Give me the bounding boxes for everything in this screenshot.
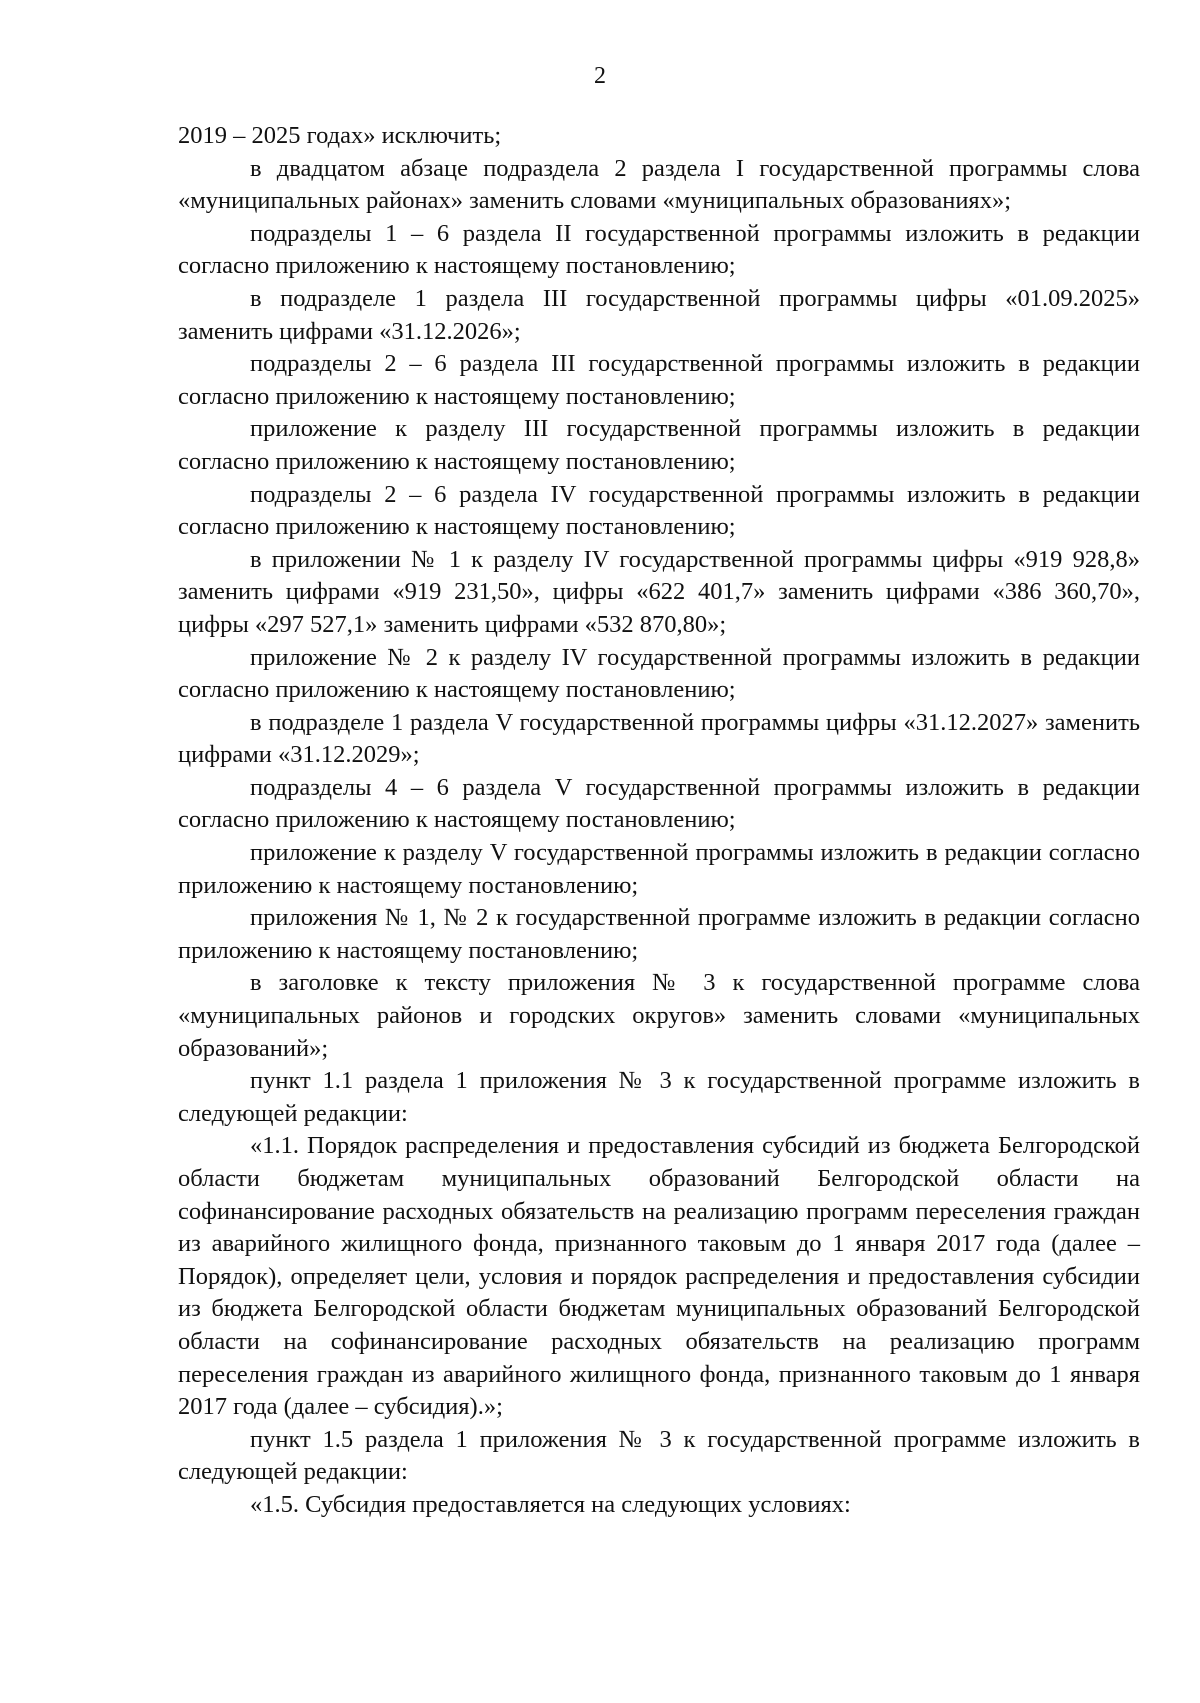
paragraph: подразделы 4 – 6 раздела V государственной программы изложить в редакции согласно приложению к настоящему постановлению; (178, 773, 1140, 834)
paragraph: подразделы 2 – 6 раздела III государственной программы изложить в редакции согласно приложению к настоящему постановлению; (178, 350, 1140, 410)
paragraph: 2019 – 2025 годах» исключить; (178, 122, 502, 149)
paragraph: приложения № 1, № 2 к государственной программе изложить в редакции согласно приложению к настоящему постановлению; (178, 904, 1140, 964)
document-body (178, 120, 1140, 1522)
paragraph: подразделы 1 – 6 раздела II государственной программы изложить в редакции согласно приложению к настоящему постановлению; (178, 219, 1140, 280)
paragraph: приложение к разделу V государственной программы изложить в редакции согласно приложению к настоящему постановлению; (178, 839, 1140, 899)
paragraph: «1.5. Субсидия предоставляется на следующих условиях: (250, 1490, 851, 1518)
paragraph: в подразделе 1 раздела V государственной программы цифры «31.12.2027» заменить цифрами «31.12.2029»; (178, 708, 1140, 769)
paragraph: приложение № 2 к разделу IV государственной программы изложить в редакции согласно приложению к настоящему постановлению; (178, 643, 1140, 704)
paragraph: «1.1. Порядок распределения и предоставления субсидий из бюджета Белгородской области бюджетам муниципальных образований Белгородской области на софинансирование расходных обязательств на реализацию программ переселения граждан из аварийного жилищного фонда, признанного таковым до 1 января 2017 года (далее – Порядок), определяет цели, условия и порядок распределения и предоставления субсидии из бюджета Белгородской области бюджетам муниципальных образований Белгородской области на софинансирование расходных обязательств на реализацию программ переселения граждан из аварийного жилищного фонда, признанного таковым до 1 января 2017 года (далее – субсидия).»; (178, 1132, 1140, 1421)
paragraph: в двадцатом абзаце подраздела 2 раздела I государственной программы слова «муниципальных районах» заменить словами «муниципальных образованиях»; (178, 154, 1140, 215)
paragraph: пункт 1.5 раздела 1 приложения № 3 к государственной программе изложить в следующей редакции: (178, 1425, 1140, 1486)
page-number: 2 (594, 63, 606, 89)
paragraph: подразделы 2 – 6 раздела IV государственной программы изложить в редакции согласно приложению к настоящему постановлению; (178, 480, 1140, 541)
paragraph: в подразделе 1 раздела III государственной программы цифры «01.09.2025» заменить цифрами «31.12.2026»; (178, 284, 1140, 345)
paragraph: приложение к разделу III государственной программы изложить в редакции согласно приложению к настоящему постановлению; (178, 415, 1140, 475)
paragraph: пункт 1.1 раздела 1 приложения № 3 к государственной программе изложить в следующей редакции: (178, 1067, 1140, 1127)
paragraph: в заголовке к тексту приложения № 3 к государственной программе слова «муниципальных районов и городских округов» заменить словами «муниципальных образований»; (178, 969, 1140, 1062)
paragraph: в приложении № 1 к разделу IV государственной программы цифры «919 928,8» заменить цифрами «919 231,50», цифры «622 401,7» заменить цифрами «386 360,70», цифры «297 527,1» заменить цифрами «532 870,80»; (178, 545, 1140, 638)
